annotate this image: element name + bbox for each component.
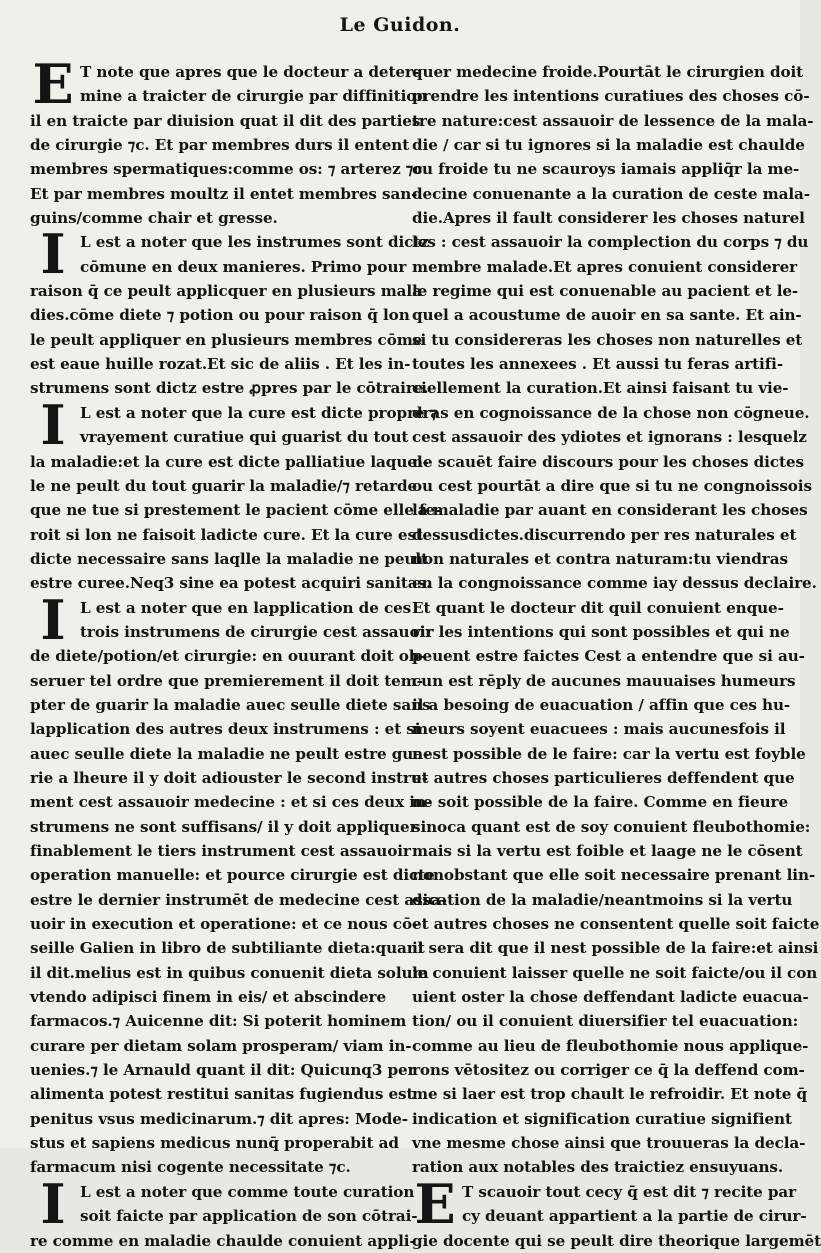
- text-line: lapplication des autres deux instrumens : et si: [30, 720, 421, 739]
- text-line: ration aux notables des traictiez ensuyuans.: [412, 1158, 784, 1177]
- text-line: de cirurgie ⁊c. Et par membres durs il entent: [30, 136, 410, 155]
- text-line: ou froide tu ne scauroys iamais appliq̄r la me-: [412, 160, 800, 179]
- text-line: die / car si tu ignores si la maladie est chaulde: [412, 136, 805, 155]
- drop-cap-initial: I: [40, 1171, 66, 1236]
- text-line: la maladie par auant en considerant les choses: [412, 501, 808, 520]
- text-line: ne soit possible de la faire. Comme en fieure: [412, 793, 789, 812]
- text-line: mais si la vertu est foible et laage ne le cōsent: [412, 842, 803, 860]
- text-line: trois instrumens de cirurgie cest assauoir: [80, 622, 434, 641]
- text-line: guins/comme chair et gresse.: [30, 209, 278, 228]
- text-line: meurs soyent euacuees : mais aucunesfois il: [412, 720, 786, 739]
- text-line: strumens sont dictz estre ꝓpres par le cōtraire.: [30, 379, 429, 398]
- text-line: farmacos.⁊ Auicenne dit: Si poterit hominem: [30, 1012, 407, 1031]
- text-line: le ne peult du tout guarir la maladie/⁊ retarde: [30, 476, 418, 495]
- text-line: uenies.⁊ le Arnauld quant il dit: Quicunq3 per: [30, 1061, 416, 1080]
- text-line: il a besoing de euacuation / affin que ces hu-: [412, 695, 791, 714]
- text-line: soit faicte par application de son cōtrai-: [80, 1207, 418, 1226]
- left-column: [30, 52, 447, 1250]
- text-line: operation manuelle: et pource cirurgie est dicte: [30, 866, 435, 885]
- text-line: en la congnoissance comme iay dessus declaire.: [412, 574, 817, 593]
- text-line: il en traicte par diuision quat il dit des parties: [30, 111, 421, 130]
- text-line: cest assauoir des ydiotes et ignorans : lesquelz: [412, 428, 807, 447]
- text-line: et autres choses particulieres deffendent que: [412, 768, 795, 787]
- text-line: si tu considereras les choses non naturelles et: [412, 330, 803, 349]
- text-line: L est a noter que en lapplication de ces: [80, 598, 412, 617]
- text-line: dicte necessaire sans laqlle la maladie ne peult: [30, 549, 428, 568]
- text-line: L est a noter que les instrumes sont dictz: [80, 233, 429, 252]
- drop-cap-initial: I: [40, 587, 66, 652]
- running-header: Le Guidon.: [339, 14, 461, 36]
- text-line: seruer tel ordre que premierement il doit tem-: [30, 671, 423, 690]
- text-line: indication et signification curatiue signifient: [412, 1109, 792, 1128]
- text-line: peuent estre faictes Cest a entendre que si au-: [412, 647, 805, 666]
- text-line: est eaue huille rozat.Et sic de aliis . Et les in-: [30, 355, 411, 374]
- text-line: cōmune en deux manieres. Primo pour: [80, 257, 407, 276]
- text-line: quer medecine froide.Pourtāt le cirurgien doit: [412, 63, 804, 81]
- text-line: nest possible de le faire: car la vertu est foyble: [412, 744, 806, 763]
- text-line: que ne tue si prestement le pacient cōme elle fe-: [30, 501, 442, 520]
- text-line: T scauoir tout cecy q̄ est dit ⁊ recite par: [462, 1182, 797, 1201]
- paragraph: [30, 222, 429, 400]
- drop-cap-initial: I: [40, 222, 66, 287]
- right-column: [412, 60, 821, 1250]
- text-line: non naturales et contra naturam:tu viendras: [412, 549, 788, 568]
- paragraph: [30, 392, 442, 596]
- text-line: nonobstant que elle soit necessaire prenant lin-: [412, 866, 816, 885]
- text-line: membres spermatiques:comme os: ⁊ arterez ⁊c.: [30, 160, 428, 179]
- paragraph: [412, 60, 820, 1180]
- text-line: quel a acoustume de auoir en sa sante. Et ain-: [412, 306, 802, 325]
- text-line: ment cest assauoir medecine : et si ces deux in-: [30, 793, 433, 812]
- text-line: roit si lon ne faisoit ladicte cure. Et la cure est: [30, 525, 423, 544]
- text-line: dessusdictes.discurrendo per res naturales et: [412, 525, 797, 544]
- text-line: decine conuenante a la curation de ceste mala-: [412, 184, 810, 203]
- text-line: le peult appliquer en plusieurs membres cōme: [30, 330, 423, 349]
- text-line: tre nature:cest assauoir de lessence de la mala-: [412, 111, 814, 130]
- text-line: ciellement la curation.Et ainsi faisant tu vie-: [412, 379, 789, 398]
- text-line: strumens ne sont suffisans/ il y doit appliquer: [30, 817, 418, 836]
- text-line: prendre les intentions curatiues des choses cō-: [412, 87, 810, 106]
- text-line: cun est rēply de aucunes mauuaises humeurs: [412, 671, 796, 690]
- text-line: estre le dernier instrumēt de medecine cest assa-: [30, 890, 447, 909]
- text-line: le conuient laisser quelle ne soit faicte/ou il con: [412, 963, 818, 982]
- text-line: il dit.melius est in quibus conuenit dieta solum: [30, 963, 429, 982]
- drop-cap-initial: I: [40, 392, 66, 457]
- text-line: de diete/potion/et cirurgie: en ouurant doit ob-: [30, 647, 426, 666]
- text-line: comme au lieu de fleubothomie nous applique-: [412, 1036, 809, 1055]
- text-line: dication de la maladie/neantmoins si la vertu: [412, 890, 793, 909]
- text-line: Et quant le docteur dit quil conuient enque-: [412, 598, 784, 617]
- text-line: ou cest pourtāt a dire que si tu ne congnoissois: [412, 476, 812, 495]
- paragraph: [30, 587, 447, 1180]
- text-line: estre curee.Neq3 sine ea potest acquiri sanitas.: [30, 574, 432, 593]
- text-line: farmacum nisi cogente necessitate ⁊c.: [30, 1158, 351, 1177]
- text-line: pter de guarir la maladie auec seulle diete sans: [30, 695, 431, 714]
- text-line: mine a traicter de cirurgie par diffinition: [80, 87, 428, 106]
- text-line: le regime qui est conuenable au pacient et le-: [412, 282, 799, 301]
- text-line: rons vētositez ou corriger ce q̄ la deffend com-: [412, 1061, 805, 1080]
- text-line: vtendo adipisci finem in eis/ et abscindere: [30, 988, 387, 1007]
- text-line: membre malade.Et apres conuient considerer: [412, 257, 798, 276]
- text-line: seille Galien in libro de subtiliante dieta:quant: [30, 939, 425, 958]
- text-line: raison q̄ ce peult applicquer en plusieurs mala: [30, 282, 422, 301]
- text-line: uient oster la chose deffendant ladicte euacua-: [412, 988, 809, 1007]
- paragraph: [30, 1171, 418, 1253]
- text-line: penitus vsus medicinarum.⁊ dit apres: Mode-: [30, 1109, 408, 1128]
- text-line: dras en cognoissance de la chose non cōgneue.: [412, 403, 810, 422]
- text-line: stus et sapiens medicus nunq̄ properabit ad: [30, 1134, 399, 1153]
- text-line: toutes les annexees . Et aussi tu feras artifi-: [412, 355, 784, 374]
- text-line: vne mesme chose ainsi que trouueras la decla-: [412, 1134, 806, 1153]
- text-line: uoir in execution et operatione: et ce nous cō-: [30, 915, 419, 934]
- text-line: die.Apres il fault considerer les choses naturel: [412, 209, 805, 228]
- paragraph: [412, 1171, 821, 1253]
- text-line: finablement le tiers instrument cest assauoir: [30, 842, 411, 860]
- text-line: alimenta potest restitui sanitas fugiendus est: [30, 1085, 414, 1104]
- text-line: gie docente qui se peult dire theorique largemēt: [412, 1231, 821, 1250]
- text-line: et autres choses ne consentent quelle soit faicte: [412, 915, 820, 934]
- drop-cap-initial: E: [414, 1171, 456, 1236]
- text-line: tion/ ou il conuient diuersifier tel euacuation:: [412, 1012, 799, 1031]
- text-line: auec seulle diete la maladie ne peult estre gua-: [30, 744, 430, 763]
- text-line: re comme en maladie chaulde conuient appli-: [30, 1231, 416, 1250]
- text-line: rie a lheure il y doit adiouster le second instru-: [30, 768, 428, 787]
- text-line: vrayement curatiue qui guarist du tout: [80, 428, 409, 447]
- text-line: les : cest assauoir la complection du corps ⁊ du: [412, 233, 809, 252]
- text-line: il sera dit que il nest possible de la faire:et ainsi: [412, 939, 819, 958]
- text-line: rir les intentions qui sont possibles et qui ne: [412, 622, 790, 641]
- text-line: sinoca quant est de soy conuient fleubothomie:: [412, 817, 811, 836]
- text-line: curare per dietam solam prosperam/ viam in-: [30, 1036, 412, 1055]
- text-line: la maladie:et la cure est dicte palliatiue laquel-: [30, 452, 429, 471]
- text-line: cy deuant appartient a la partie de cirur-: [462, 1207, 807, 1226]
- text-line: L est a noter que la cure est dicte propre ⁊: [80, 403, 438, 422]
- text-line: me si laer est trop chault le refroidir. Et note q̄: [412, 1085, 808, 1104]
- text-line: Et par membres moultz il entet membres san-: [30, 184, 418, 203]
- drop-cap-initial: E: [32, 52, 74, 116]
- text-line: dies.cōme diete ⁊ potion ou pour raison q̄ lon: [30, 306, 410, 325]
- paragraph: [30, 52, 428, 230]
- text-line: L est a noter que comme toute curation: [80, 1182, 415, 1201]
- text-line: ne scauēt faire discours pour les choses dictes: [412, 452, 804, 471]
- text-line: T note que apres que le docteur a deter-: [80, 63, 420, 81]
